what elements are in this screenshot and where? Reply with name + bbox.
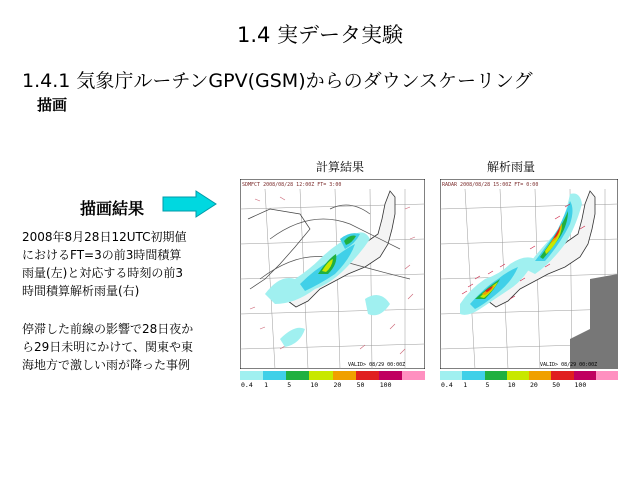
map-footer-text: VALID> 08/29 00:00Z [540,362,598,368]
radar-precip-map [440,179,618,369]
map-header-text: SDMFCT 2008/08/28 12:00Z FT= 3:00 [242,182,342,188]
slide-title: 1.4 実データ実験 [236,23,404,47]
description-line: におけるFT=3の前3時間積算 [22,248,182,262]
colorbar-tick-label: 5 [287,381,292,389]
colorbar-segment [551,371,573,380]
colorbar-segment [333,371,356,380]
colorbar-segment [286,371,309,380]
description-line: 海地方で激しい雨が降った事例 [22,358,191,372]
description-line: 2008年8月28日12UTC初期値 [22,230,187,244]
colorbar-segment [529,371,551,380]
colorbar-segment [356,371,379,380]
right-arrow-icon [162,190,218,218]
colorbar-tick-label: 10 [507,381,516,389]
section-subheading: 描画 [37,96,68,114]
colorbar-segment [440,371,462,380]
model-precip-map [240,179,425,369]
colorbar-tick-label: 100 [379,381,392,389]
colorbar-segment [402,371,425,380]
section-subtitle: 1.4.1 気象庁ルーチンGPV(GSM)からのダウンスケーリング [22,70,533,92]
description-case [22,228,187,300]
map-header-text: RADAR 2008/08/28 15:00Z FT= 0:00 [442,182,539,188]
colorbar-tick-label: 1 [264,381,269,389]
colorbar-segment [485,371,507,380]
colorbar-tick-label: 50 [552,381,561,389]
colorbar-segment [596,371,618,380]
colorbar-tick-label: 20 [333,381,342,389]
colorbar-ticks-right [440,381,618,391]
colorbar-tick-label: 10 [310,381,319,389]
colorbar-tick-label: 1 [463,381,468,389]
colorbar-tick-label: 100 [574,381,587,389]
colorbar-tick-label: 20 [530,381,538,389]
precip-colorbar-left [240,371,425,380]
colorbar-segment [379,371,402,380]
precip-colorbar-right [440,371,618,380]
colorbar-tick-label: 50 [356,381,365,389]
colorbar-ticks-left [240,381,425,391]
description-line: ら29日未明にかけて、関東や東 [22,340,194,354]
colorbar-tick-label: 0.4 [241,381,253,389]
colorbar-segment [507,371,529,380]
map-footer-text: VALID> 08/29 00:00Z [348,362,406,368]
colorbar-tick-label: 5 [485,381,490,389]
colorbar-segment [263,371,286,380]
description-line: 時間積算解析雨量(右) [22,284,140,298]
left-panel-title: 計算結果 [315,160,364,174]
description-event [22,320,193,374]
description-line: 雨量(左)と対応する時刻の前3 [22,266,183,280]
right-panel-title: 解析雨量 [486,160,535,174]
result-label: 描画結果 [80,199,145,218]
colorbar-segment [309,371,332,380]
colorbar-segment [462,371,484,380]
colorbar-segment [574,371,596,380]
colorbar-tick-label: 0.4 [441,381,453,389]
colorbar-segment [240,371,263,380]
description-line: 停滞した前線の影響で28日夜か [22,322,194,336]
